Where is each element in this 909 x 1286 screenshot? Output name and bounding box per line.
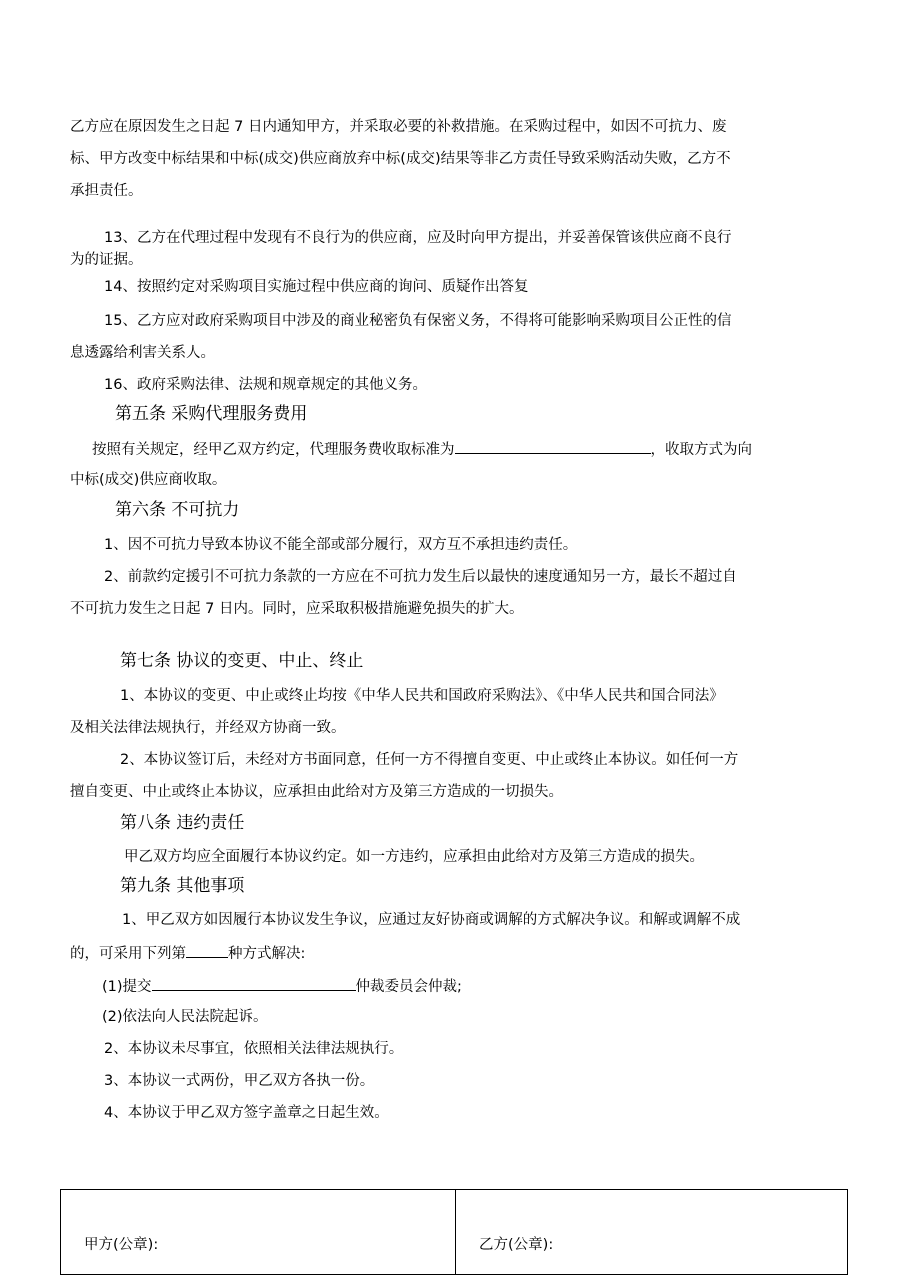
- force-majeure-2-cont: 不可抗力发生之日起 7 日内。同时，应采取积极措施避免损失的扩大。: [70, 601, 524, 617]
- force-majeure-2: 2、前款约定援引不可抗力条款的一方应在不可抗力发生后以最快的速度通知另一方，最长不超过自: [104, 569, 737, 585]
- option-arbitration-text: (1)提交: [102, 979, 152, 995]
- arbitration-blank[interactable]: [152, 975, 356, 991]
- clause-13: 13、乙方在代理过程中发现有不良行为的供应商，应及时向甲方提出，并妥善保管该供应商不良行: [104, 230, 732, 246]
- section-heading-7: 第七条 协议的变更、中止、终止: [120, 651, 364, 671]
- fee-line: [92, 438, 752, 460]
- change-1: 1、本协议的变更、中止或终止均按《中华人民共和国政府采购法》、《中华人民共和国合同法》: [120, 688, 724, 704]
- fee-text-end: ，收取方式为向: [650, 442, 752, 458]
- clause-13-cont: 为的证据。: [70, 252, 143, 268]
- change-1-cont: 及相关法律法规执行，并经双方协商一致。: [70, 720, 346, 736]
- method-blank[interactable]: [186, 942, 228, 958]
- paragraph-line: 标、甲方改变中标结果和中标(成交)供应商放弃中标(成交)结果等非乙方责任导致采购活动失败，乙方不: [70, 151, 731, 167]
- paragraph-line: 承担责任。: [70, 183, 143, 199]
- clause-14: 14、按照约定对采购项目实施过程中供应商的询问、质疑作出答复: [104, 279, 529, 295]
- signature-divider: [455, 1190, 456, 1274]
- section-heading-6: 第六条 不可抗力: [115, 500, 240, 520]
- other-3: 3、本协议一式两份，甲乙双方各执一份。: [104, 1073, 375, 1089]
- clause-15: 15、乙方应对政府采购项目中涉及的商业秘密负有保密义务，不得将可能影响采购项目公正性的信: [104, 313, 732, 329]
- fee-text: 按照有关规定，经甲乙双方约定，代理服务费收取标准为: [92, 442, 455, 458]
- party-b-seal: 乙方(公章):: [479, 1237, 554, 1253]
- change-2: 2、本协议签订后，未经对方书面同意，任何一方不得擅自变更、中止或终止本协议。如任何一方: [120, 752, 739, 768]
- fee-line-cont: 中标(成交)供应商收取。: [70, 472, 227, 488]
- fee-blank[interactable]: [455, 438, 651, 454]
- paragraph-line: 乙方应在原因发生之日起 7 日内通知甲方，并采取必要的补救措施。在采购过程中，如因不可抗力、废: [70, 119, 727, 135]
- clause-16: 16、政府采购法律、法规和规章规定的其他义务。: [104, 377, 427, 393]
- option-court: (2)依法向人民法院起诉。: [102, 1009, 268, 1025]
- other-4: 4、本协议于甲乙双方签字盖章之日起生效。: [104, 1105, 389, 1121]
- section-heading-8: 第八条 违约责任: [120, 813, 245, 833]
- option-arbitration: [102, 975, 462, 997]
- dispute-line-cont: [70, 942, 305, 964]
- liability-line: 甲乙双方均应全面履行本协议约定。如一方违约，应承担由此给对方及第三方造成的损失。: [124, 849, 704, 865]
- dispute-text-end: 种方式解决:: [228, 946, 306, 962]
- dispute-line: 1、甲乙双方如因履行本协议发生争议，应通过友好协商或调解的方式解决争议。和解或调解不成: [122, 912, 741, 928]
- section-heading-5: 第五条 采购代理服务费用: [115, 404, 308, 424]
- party-a-seal: 甲方(公章):: [84, 1237, 159, 1253]
- section-heading-9: 第九条 其他事项: [120, 876, 245, 896]
- other-2: 2、本协议未尽事宜，依照相关法律法规执行。: [104, 1041, 404, 1057]
- clause-15-cont: 息透露给利害关系人。: [70, 345, 215, 361]
- dispute-text: 的，可采用下列第: [70, 946, 186, 962]
- force-majeure-1: 1、因不可抗力导致本协议不能全部或部分履行，双方互不承担违约责任。: [104, 537, 578, 553]
- change-2-cont: 擅自变更、中止或终止本协议，应承担由此给对方及第三方造成的一切损失。: [70, 784, 563, 800]
- signature-table: [60, 1189, 848, 1275]
- option-arbitration-end: 仲裁委员会仲裁;: [355, 979, 462, 995]
